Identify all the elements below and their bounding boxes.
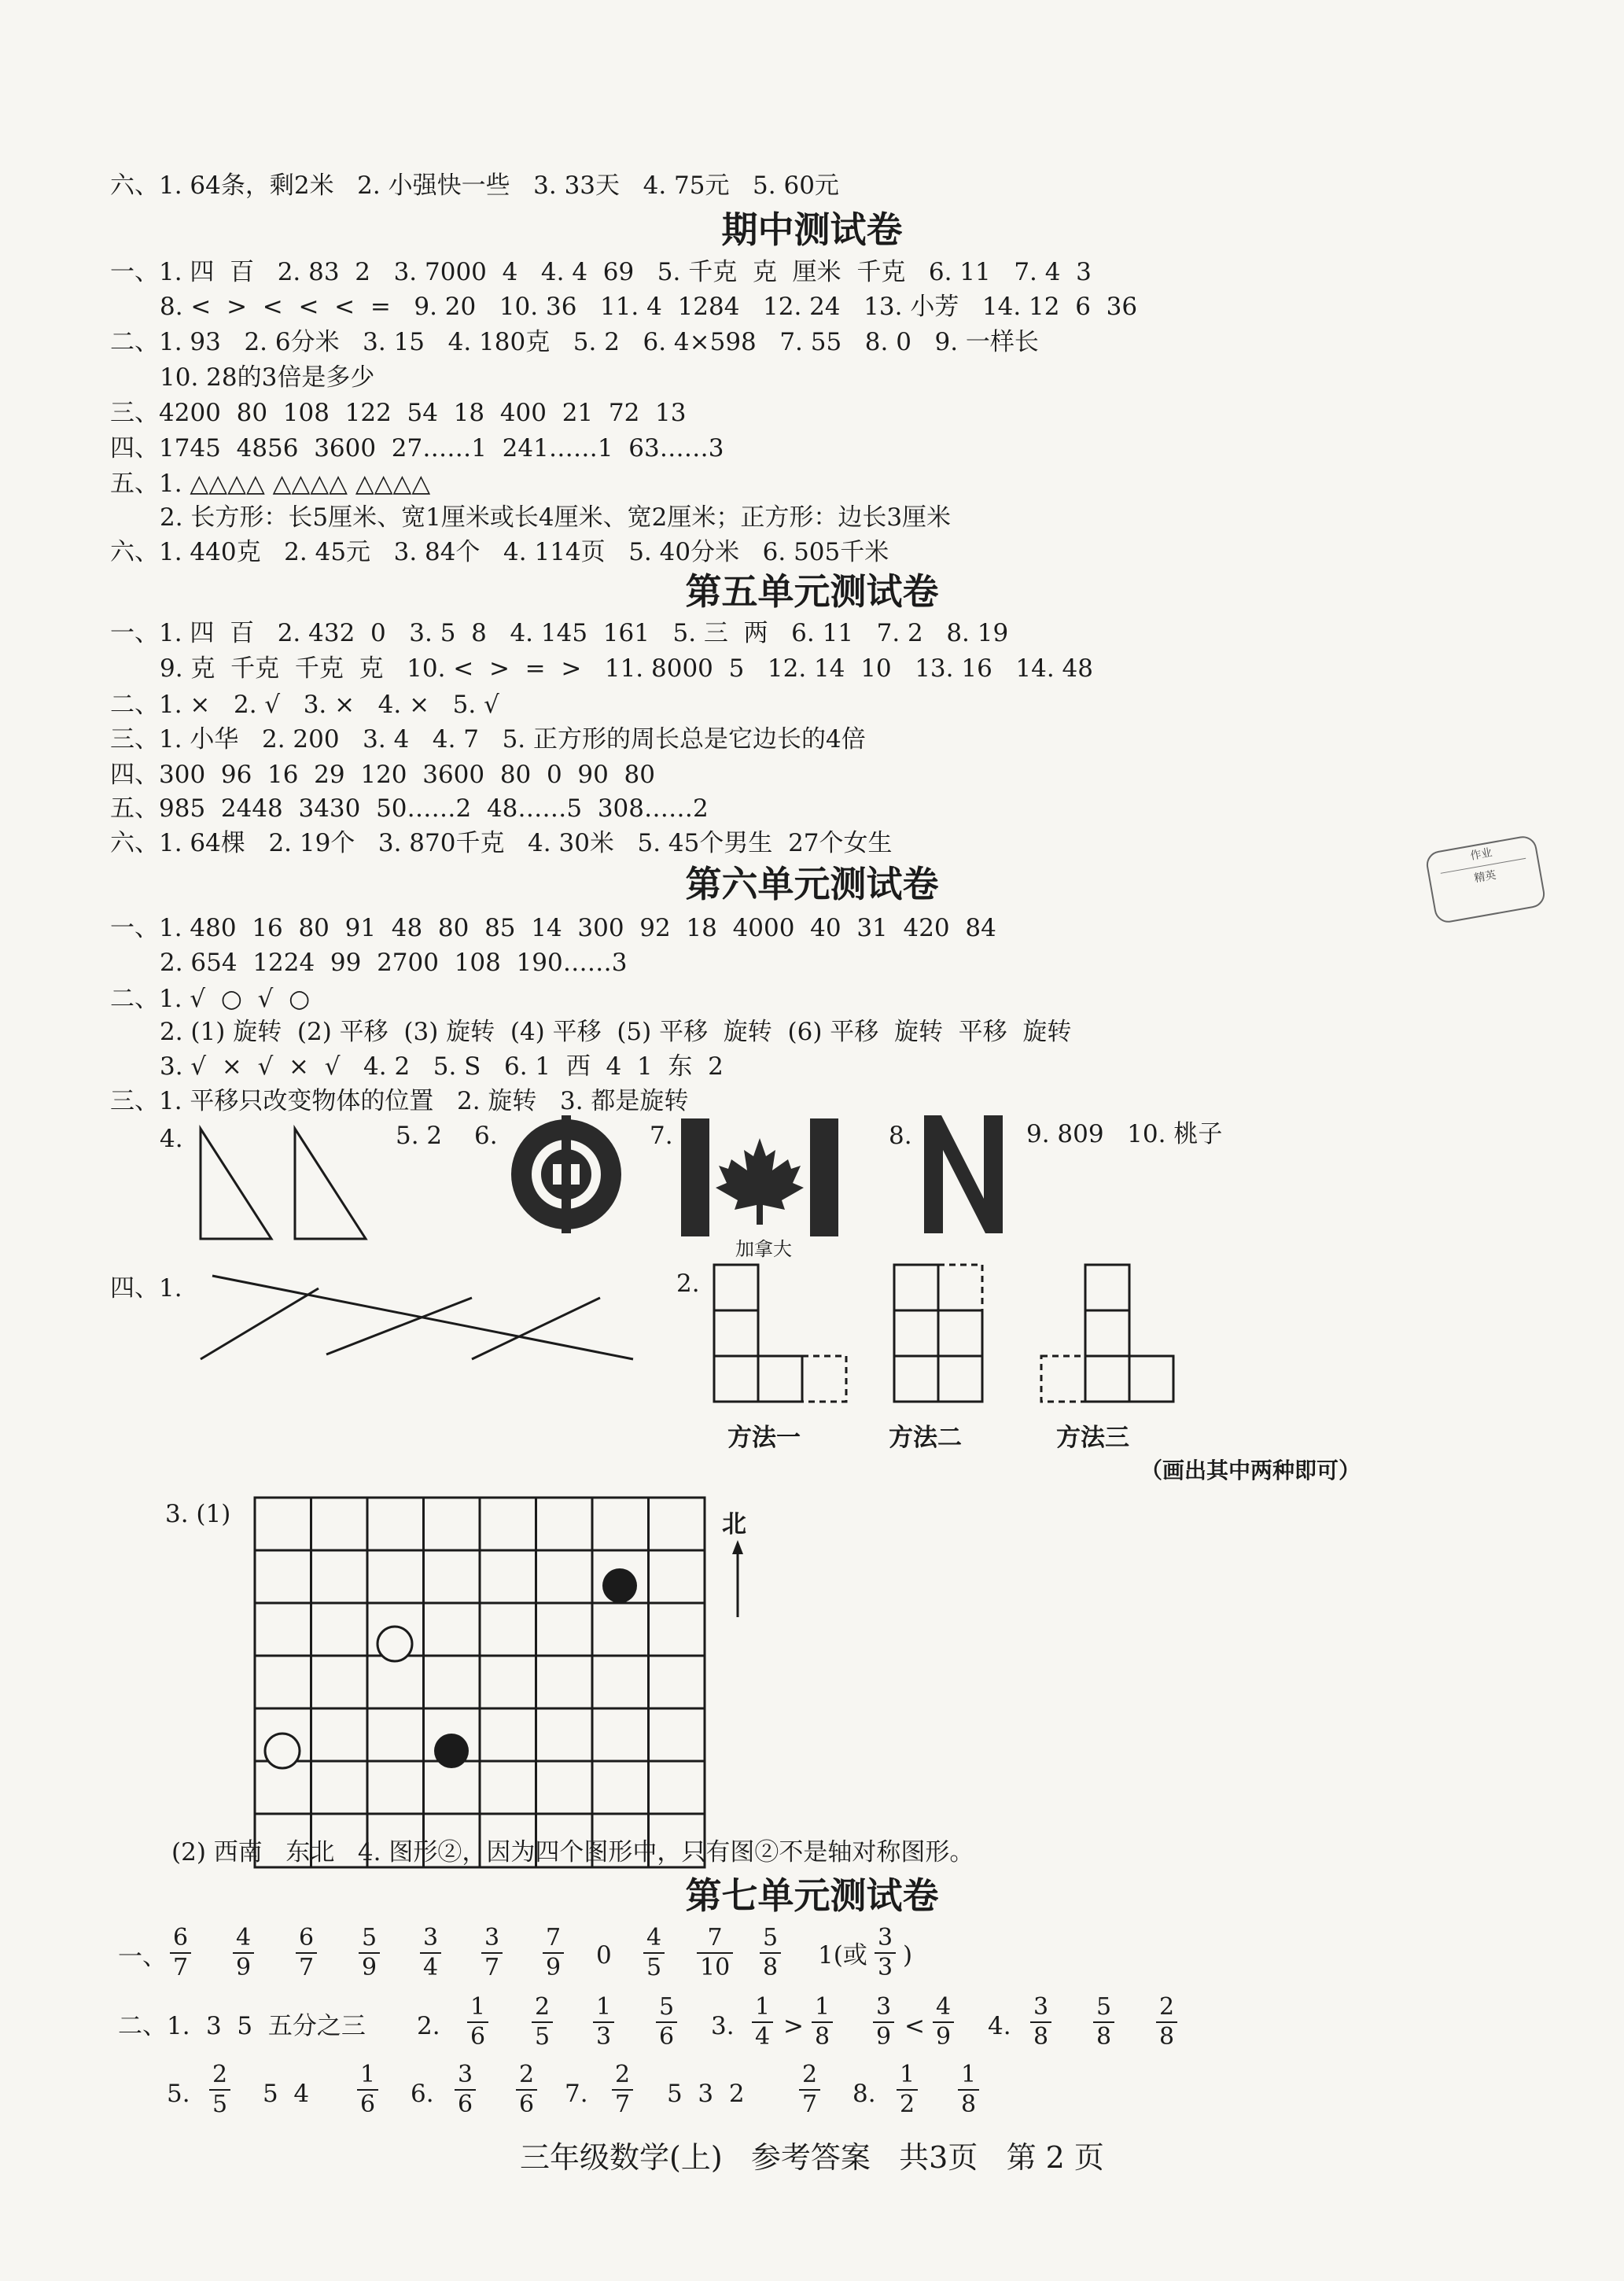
unit5-line-7: 六、1. 64棵 2. 19个 3. 870千克 4. 30米 5. 45个男生 27个女生: [110, 829, 893, 857]
midterm-title: 期中测试卷: [721, 208, 903, 251]
method-one-figure: [713, 1263, 854, 1405]
top-answer-line: 六、1. 64条，剩2米 2. 小强快一些 3. 33天 4. 75元 5. 60元: [110, 171, 839, 200]
unit7-title: 第七单元测试卷: [685, 1874, 939, 1917]
frac-8-2: 1 8: [958, 2061, 979, 2119]
frac-8-1: 1 2: [897, 2061, 918, 2119]
frac-5-1: 2 5: [209, 2061, 230, 2119]
unit5-line-5: 四、300 96 16 29 120 3600 80 0 90 80: [110, 761, 656, 789]
grid-black-dot-2: [434, 1734, 469, 1768]
page-footer: 三年级数学(上) 参考答案 共3页 第 2 页: [520, 2140, 1104, 2175]
grid-white-dot-1: [377, 1627, 412, 1661]
frac-2-3: 1 3: [593, 1993, 614, 2051]
frac-5-2: 1 6: [357, 2061, 378, 2119]
unit6-q7-label: 7.: [650, 1122, 673, 1150]
frac-1-10: 5 8: [760, 1924, 781, 1982]
unit7-sec1-label: 一、: [118, 1943, 167, 1971]
frac-1-11: 3 3: [875, 1924, 896, 1982]
unit6-line-5: 3. √ × √ × √ 4. 2 5. S 6. 1 西 4 1 东 2: [160, 1052, 724, 1081]
stamp-text-2: 精英: [1473, 868, 1497, 886]
frac-2-4: 5 6: [656, 1993, 677, 2051]
homework-stamp: [1424, 834, 1547, 924]
frac-1-7: 7 9: [543, 1924, 564, 1982]
frac-1-9: 7 10: [697, 1924, 733, 1982]
unit7-sec2-q5-label: 5.: [167, 2080, 190, 2108]
stamp-text-1: 作业: [1469, 846, 1493, 863]
unit6-line-6: 三、1. 平移只改变物体的位置 2. 旋转 3. 都是旋转: [110, 1087, 689, 1115]
midterm-line-6: 四、1745 4856 3600 27……1 241……1 63……3: [110, 434, 724, 462]
frac-6-2: 2 6: [516, 2061, 537, 2119]
unit6-q3-label: 3. (1): [165, 1500, 231, 1528]
unit6-line-1: 一、1. 480 16 80 91 48 80 85 14 300 92 18 4000 40 31 420 84: [110, 914, 996, 942]
frac-1-2: 4 9: [233, 1924, 254, 1982]
frac-1-6: 3 7: [481, 1924, 503, 1982]
unit6-line-3: 二、1. √ ○ √ ○: [110, 985, 311, 1013]
unit7-sec2-q3-label: 3.: [711, 2012, 735, 2040]
midterm-line-9: 六、1. 440克 2. 45元 3. 84个 4. 114页 5. 40分米 6. 505千米: [110, 538, 889, 566]
midterm-line-2: 8. < > < < < = 9. 20 10. 36 11. 4 1284 12. 24 13. 小芳 14. 12 6 36: [160, 293, 1138, 321]
frac-6-1: 3 6: [455, 2061, 476, 2119]
frac-1-1: 6 7: [170, 1924, 191, 1982]
frac-3-3: 3 9: [873, 1993, 894, 2051]
unit7-sec1-one-prefix: 1(或: [818, 1941, 867, 1970]
canada-caption: 加拿大: [735, 1238, 792, 1260]
frac-7-1: 2 7: [612, 2061, 633, 2119]
compare-op-1: >: [783, 2012, 804, 2040]
frac-3-1: 1 4: [752, 1993, 773, 2051]
midterm-line-3: 二、1. 93 2. 6分米 3. 15 4. 180克 5. 2 6. 4×598 7. 55 8. 0 9. 一样长: [110, 328, 1039, 356]
method-one-label: 方法一: [727, 1424, 801, 1452]
frac-1-4: 5 9: [359, 1924, 380, 1982]
midterm-line-1: 一、1. 四 百 2. 83 2 3. 7000 4 4. 4 69 5. 千克 克 厘米 千克 6. 11 7. 4 3: [110, 258, 1092, 286]
crossing-lines-figure: [201, 1266, 641, 1369]
unit7-sec2-q2-label: 2.: [417, 2012, 440, 2040]
unit7-sec2-q1: 3 5 五分之三: [206, 2012, 366, 2040]
unit5-line-2: 9. 克 千克 千克 克 10. < > = > 11. 8000 5 12. 14 10 13. 16 14. 48: [160, 654, 1093, 683]
compare-op-2: <: [904, 2012, 925, 2040]
unit6-q8-label: 8.: [889, 1122, 912, 1150]
frac-4-2: 5 8: [1093, 1993, 1114, 2051]
midterm-line-5: 三、4200 80 108 122 54 18 400 21 72 13: [110, 399, 687, 427]
unit6-sec4-q2-label: 2.: [676, 1269, 700, 1298]
methods-note: （画出其中两种即可）: [1140, 1457, 1361, 1483]
unit6-q5: 5. 2: [396, 1122, 443, 1150]
method-three-label: 方法三: [1056, 1424, 1129, 1452]
unit5-line-3: 二、1. × 2. √ 3. × 4. × 5. √: [110, 691, 499, 719]
unit7-sec2-q5-nums: 5 4: [263, 2080, 310, 2108]
frac-4-1: 3 8: [1030, 1993, 1051, 2051]
method-three-figure: [1040, 1263, 1181, 1405]
frac-1-3: 6 7: [296, 1924, 317, 1982]
frac-2-2: 2 5: [532, 1993, 553, 2051]
unit7-sec2-q6-label: 6.: [411, 2080, 434, 2108]
canada-flag-icon: [681, 1118, 838, 1236]
unit5-title: 第五单元测试卷: [685, 570, 939, 613]
unit6-line-4: 2. (1) 旋转 (2) 平移 (3) 旋转 (4) 平移 (5) 平移 旋转 (6) 平移 旋转 平移 旋转: [160, 1018, 1072, 1046]
position-grid: [253, 1496, 709, 1874]
method-two-label: 方法二: [889, 1424, 962, 1452]
bank-logo-icon: [507, 1115, 625, 1233]
unit7-sec1-zero: 0: [596, 1941, 612, 1970]
midterm-line-7: 五、1. △△△△ △△△△ △△△△: [110, 470, 431, 498]
unit5-line-4: 三、1. 小华 2. 200 3. 4 4. 7 5. 正方形的周长总是它边长的4倍: [110, 725, 866, 754]
frac-2-1: 1 6: [467, 1993, 488, 2051]
unit5-line-1: 一、1. 四 百 2. 432 0 3. 5 8 4. 145 161 5. 三 两 6. 11 7. 2 8. 19: [110, 619, 1009, 647]
unit5-line-6: 五、985 2448 3430 50……2 48……5 308……2: [110, 794, 709, 823]
frac-7-2: 2 7: [799, 2061, 820, 2119]
grid-white-dot-2: [265, 1734, 300, 1768]
midterm-line-8: 2. 长方形：长5厘米、宽1厘米或长4厘米、宽2厘米；正方形：边长3厘米: [160, 503, 952, 532]
letter-n-figure: [924, 1115, 1003, 1233]
frac-4-3: 2 8: [1156, 1993, 1177, 2051]
north-label: 北: [722, 1510, 746, 1538]
unit6-sec4-label: 四、1.: [110, 1274, 182, 1303]
unit7-sec1-one-suffix: ): [903, 1941, 913, 1970]
frac-3-4: 4 9: [933, 1993, 954, 2051]
unit6-line-2: 2. 654 1224 99 2700 108 190……3: [160, 949, 628, 977]
unit6-q9-10: 9. 809 10. 桃子: [1026, 1120, 1223, 1148]
unit7-sec2-q7-label: 7.: [565, 2080, 588, 2108]
midterm-line-4: 10. 28的3倍是多少: [160, 363, 375, 392]
unit7-sec2-q7-nums: 5 3 2: [667, 2080, 745, 2108]
unit7-sec2-q4-label: 4.: [988, 2012, 1011, 2040]
unit7-sec2-label: 二、1.: [118, 2012, 190, 2040]
unit6-q4-label: 4.: [160, 1125, 183, 1153]
north-arrow-icon: [730, 1540, 746, 1619]
right-triangles-figure: [197, 1125, 370, 1243]
unit6-title: 第六单元测试卷: [685, 863, 939, 905]
frac-1-5: 3 4: [420, 1924, 441, 1982]
unit6-q3-answer: (2) 西南 东北 4. 图形②，因为四个图形中，只有图②不是轴对称图形。: [171, 1838, 974, 1866]
grid-black-dot-1: [602, 1568, 637, 1603]
method-two-figure: [893, 1263, 1034, 1405]
unit7-sec2-q8-label: 8.: [853, 2080, 876, 2108]
unit6-q6-label: 6.: [474, 1122, 498, 1150]
frac-3-2: 1 8: [812, 1993, 833, 2051]
frac-1-8: 4 5: [643, 1924, 665, 1982]
